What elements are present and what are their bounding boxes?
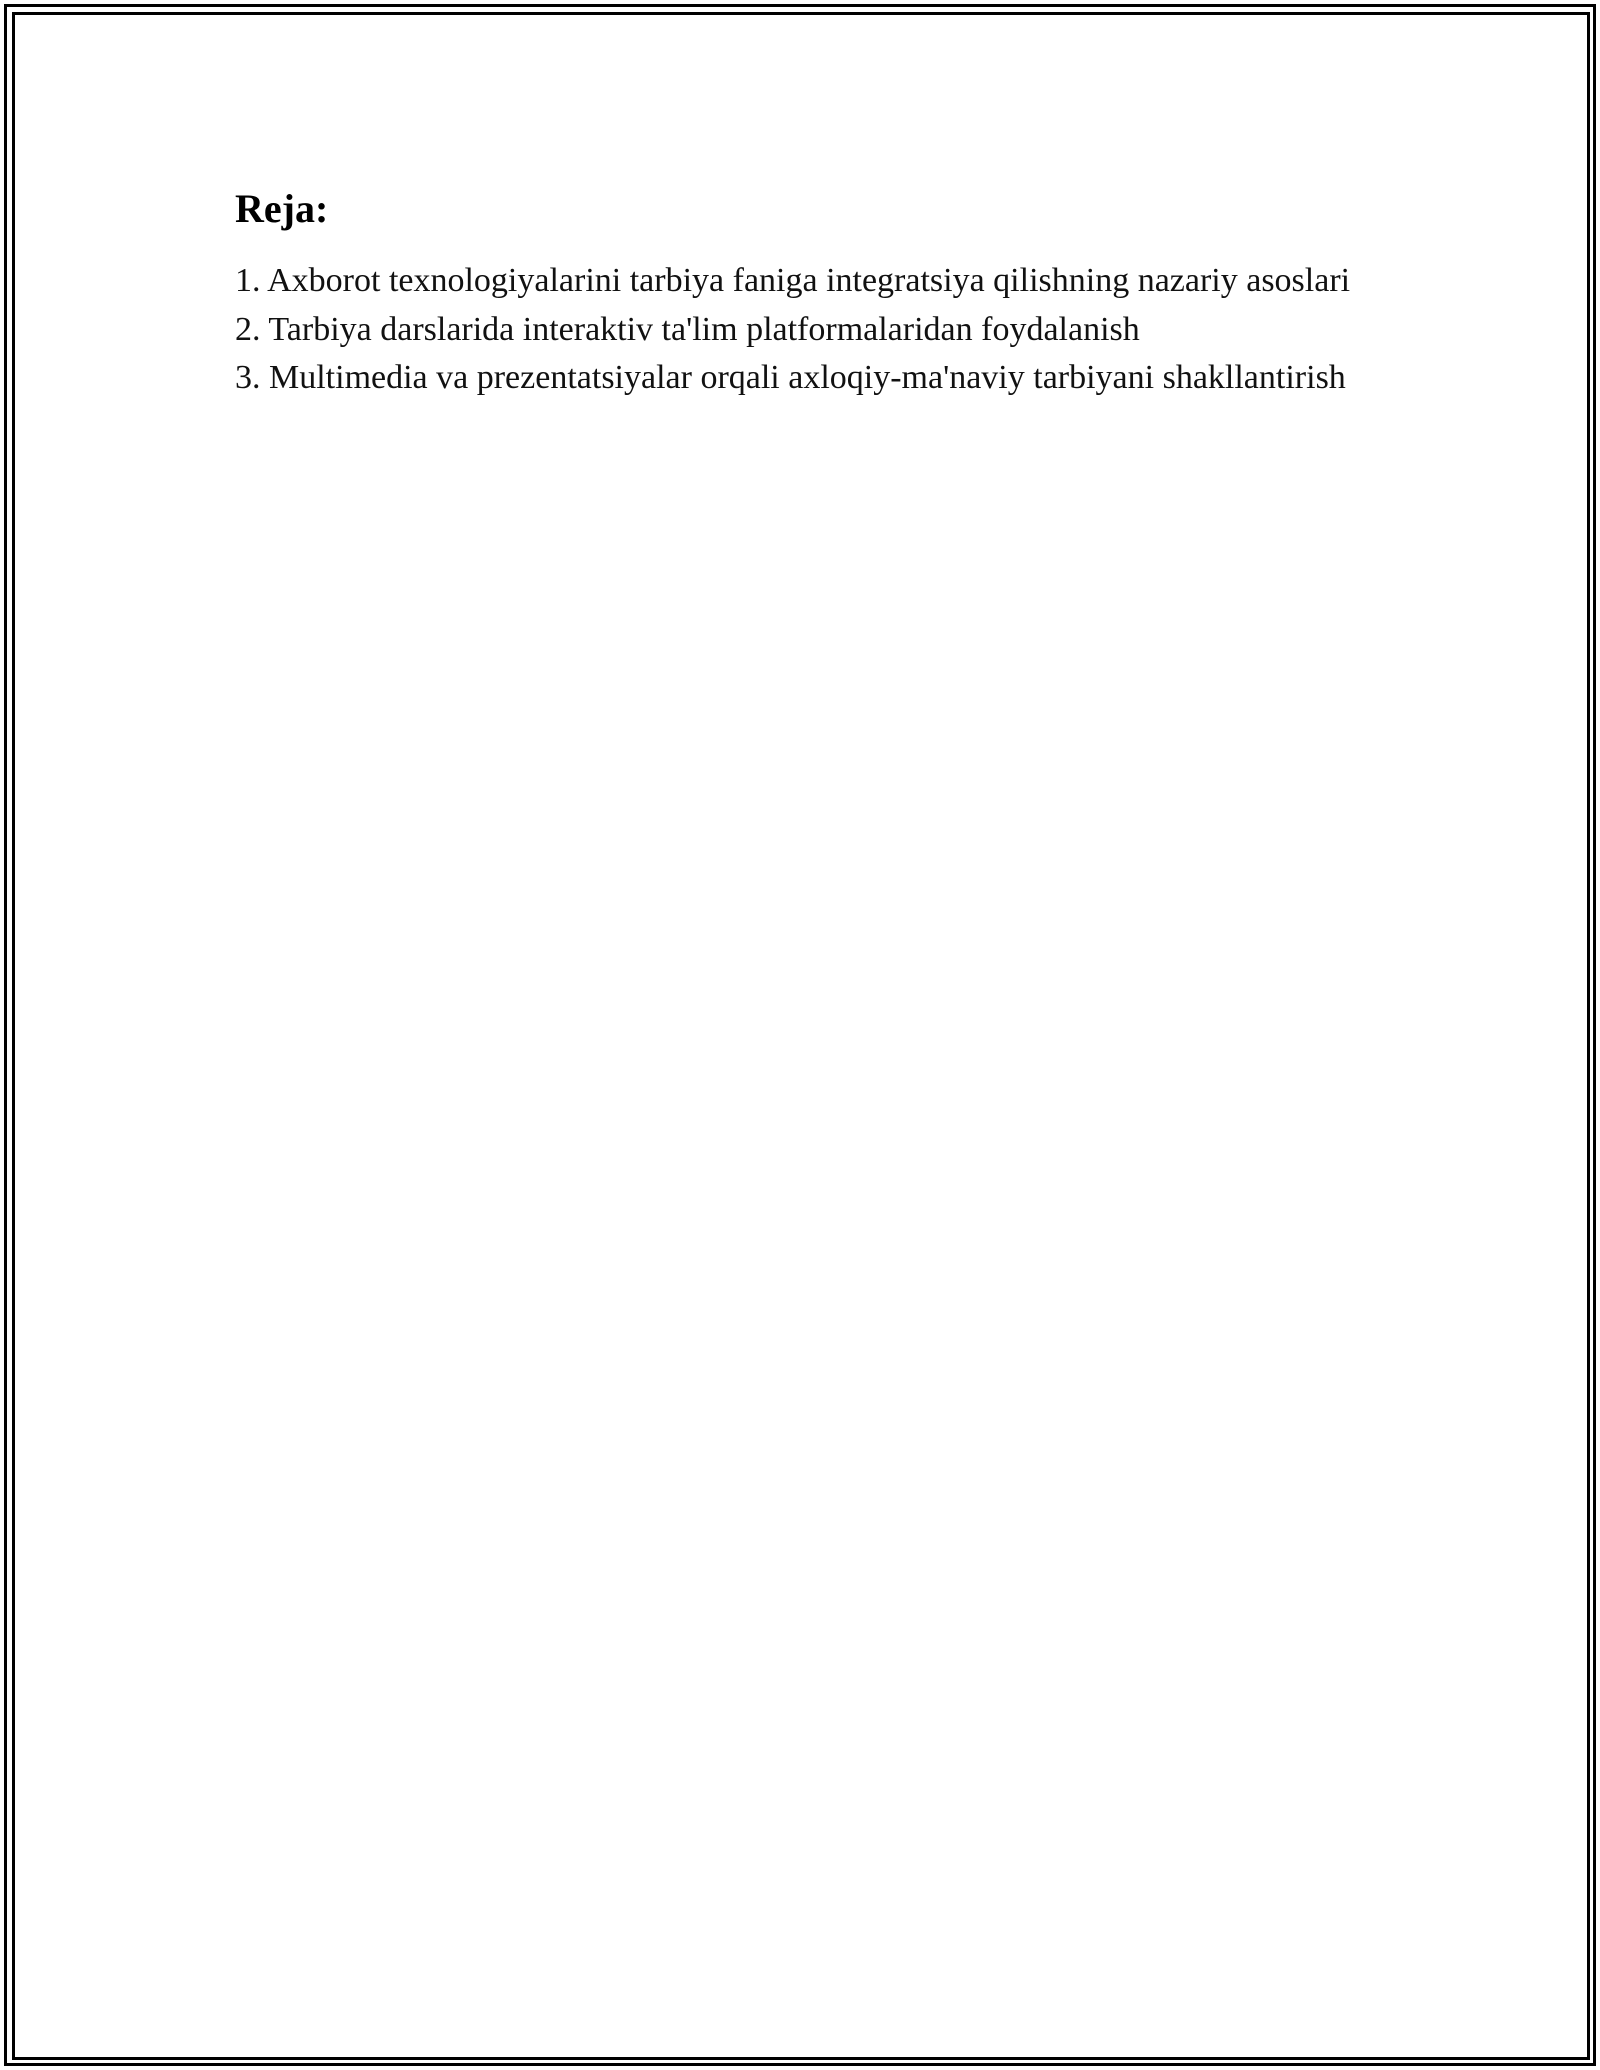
document-body bbox=[235, 185, 1355, 403]
plan-item-3: 3. Multimedia va prezentatsiyalar orqali axloqiy-ma'naviy tarbiyani shakllantirish bbox=[235, 359, 1346, 396]
plan-list bbox=[235, 257, 1355, 403]
plan-item-1: 1. Axborot texnologiyalarini tarbiya faniga integratsiya qilishning nazariy asoslari bbox=[235, 262, 1351, 299]
plan-item-2: 2. Tarbiya darslarida interaktiv ta'lim platformalaridan foydalanish bbox=[235, 310, 1140, 348]
plan-heading: Reja: bbox=[235, 186, 329, 231]
